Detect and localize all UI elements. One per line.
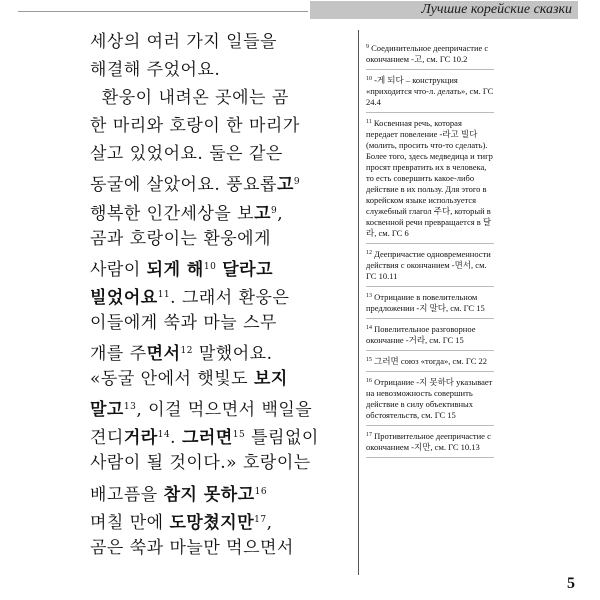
text-segment: 개를 주 — [90, 344, 147, 365]
grammar-highlight: 그러면 — [181, 428, 233, 449]
text-line — [90, 112, 352, 140]
running-header — [0, 0, 600, 22]
text-segment: 며칠 만에 — [90, 512, 170, 533]
text-line — [90, 56, 352, 84]
grammar-highlight: 도망쳤지만 — [169, 512, 255, 533]
text-line — [90, 281, 352, 309]
text-segment: «동굴 안에서 햇빛도 — [90, 369, 254, 390]
text-line — [90, 84, 352, 112]
text-segment: 이들에게 쑥과 마늘 스무 — [90, 312, 277, 333]
text-segment: 행복한 인간세상을 보 — [90, 203, 255, 224]
text-line — [90, 140, 352, 168]
footnote-ref: 9 — [293, 177, 301, 188]
footnote — [366, 430, 494, 458]
text-line — [90, 253, 352, 281]
footnote-number: 14 — [366, 325, 372, 331]
text-line — [90, 168, 352, 196]
book-title: Лучшие корейские сказки — [310, 1, 578, 19]
footnote-ref: 15 — [232, 430, 246, 441]
footnote-text: Косвенная речь, которая передает повеление -라고 빌다 (молить, просить что-то сделать). Более того, здесь медведица и тигр просят превратить их в человека, то есть совершить какое-либо действие в их пользу. Для этого в корейском языке используется служебный глагол 주다, который в косвенной речи превращается в 달라, см. ГС 6 — [366, 118, 493, 238]
footnote-number: 12 — [366, 250, 372, 256]
text-segment: , — [266, 512, 273, 533]
text-segment: 동굴에 살았어요. 풍요롭 — [90, 175, 277, 196]
grammar-highlight: 보지 — [254, 369, 288, 390]
footnote-number: 15 — [366, 357, 372, 363]
header-rule — [18, 11, 308, 12]
text-segment: 세상의 여러 가지 일들을 — [90, 32, 277, 52]
grammar-highlight: 말고 — [90, 400, 124, 421]
footnote-ref: 9 — [271, 205, 278, 216]
text-line — [90, 478, 352, 506]
text-line — [90, 506, 352, 534]
grammar-highlight: 되게 해 — [146, 259, 204, 280]
text-line — [90, 365, 352, 393]
footnote-ref: 11 — [157, 289, 171, 300]
text-line — [90, 421, 352, 449]
footnote — [366, 42, 494, 70]
text-line — [90, 197, 352, 225]
text-line — [90, 449, 352, 477]
text-segment: 틀림없이 — [245, 428, 319, 449]
text-line — [90, 225, 352, 253]
grammar-highlight: 고 — [254, 203, 272, 224]
text-segment: 배고픔을 — [90, 484, 164, 505]
grammar-highlight: 거라 — [123, 428, 158, 449]
grammar-highlight: 면서 — [146, 344, 181, 365]
footnote-ref: 14 — [157, 430, 171, 441]
text-segment: 환웅이 내려온 곳에는 곰 — [90, 88, 289, 109]
text-segment: 해결해 주었어요. — [90, 60, 221, 81]
text-segment: 살고 있었어요. 둘은 같은 — [90, 144, 283, 165]
grammar-highlight: 달라고 — [222, 259, 273, 280]
footnote-text: -게 되다 – конструкция «приходится что-л. делать», см. ГС 24.4 — [366, 75, 494, 107]
grammar-highlight: 참지 못하고 — [163, 484, 255, 505]
footnote-number: 17 — [366, 432, 372, 438]
grammar-highlight: 빌었어요 — [90, 287, 158, 308]
text-segment: , — [277, 203, 284, 224]
footnote-text: Отрицание в повелительном предложении -지 말다, см. ГС 15 — [366, 292, 485, 313]
text-line — [90, 337, 352, 365]
text-segment: 사람이 될 것이다.» 호랑이는 — [90, 453, 311, 474]
footnote — [366, 323, 494, 351]
text-line — [90, 534, 352, 562]
footnote-text: 그러면 союз «тогда», см. ГС 22 — [374, 356, 487, 366]
footnote-ref: 12 — [180, 346, 193, 357]
footnote — [366, 74, 494, 113]
text-segment: 곰과 호랑이는 환웅에게 — [90, 228, 272, 249]
text-segment: 견디 — [90, 428, 124, 449]
footnote — [366, 291, 494, 319]
text-line — [90, 393, 352, 421]
footnote-number: 10 — [366, 76, 372, 82]
footnote — [366, 376, 494, 426]
footnote-number: 9 — [366, 44, 369, 50]
footnote-text: Отрицание -지 못하다 указывает на невозможность совершить действие в силу объективных обстоятельств, см. ГС 15 — [366, 377, 493, 420]
text-segment: . 그래서 환웅은 — [170, 287, 290, 308]
footnote-number: 16 — [366, 378, 372, 384]
footnote-text: Соединительное деепричастие с окончанием -고, см. ГС 10.2 — [366, 43, 489, 64]
text-segment: 사람이 — [90, 259, 147, 280]
footnote — [366, 355, 494, 372]
text-segment: , 이걸 먹으면서 백일을 — [136, 400, 313, 421]
footnotes-column — [366, 42, 494, 462]
footnote-ref: 16 — [254, 486, 268, 497]
footnote-text: Деепричастие одновременности действия с окончанием -면서, см. ГС 10.11 — [366, 249, 491, 281]
text-line — [90, 309, 352, 337]
text-segment: . — [170, 428, 182, 449]
grammar-highlight: 고 — [276, 175, 294, 196]
footnote-ref: 17 — [254, 514, 267, 525]
text-segment: 말했어요. — [192, 344, 273, 365]
footnote-number: 13 — [366, 293, 372, 299]
footnote-text: Повелительное разговорное окончание -거라, см. ГС 15 — [366, 324, 476, 345]
footnote-ref: 13 — [123, 402, 137, 413]
footnote-number: 11 — [366, 119, 372, 125]
footnote — [366, 248, 494, 287]
text-segment: 한 마리와 호랑이 한 마리가 — [90, 116, 300, 137]
page-number: 5 — [567, 575, 575, 592]
text-line — [90, 28, 352, 56]
footnote — [366, 117, 494, 244]
column-divider — [358, 30, 359, 575]
footnote-text: Противительное деепричастие с окончанием -지만, см. ГС 10.13 — [366, 431, 491, 452]
footnote-ref: 10 — [203, 261, 217, 272]
korean-story-text — [90, 28, 352, 562]
text-segment: 곰은 쑥과 마늘만 먹으면서 — [90, 537, 294, 558]
